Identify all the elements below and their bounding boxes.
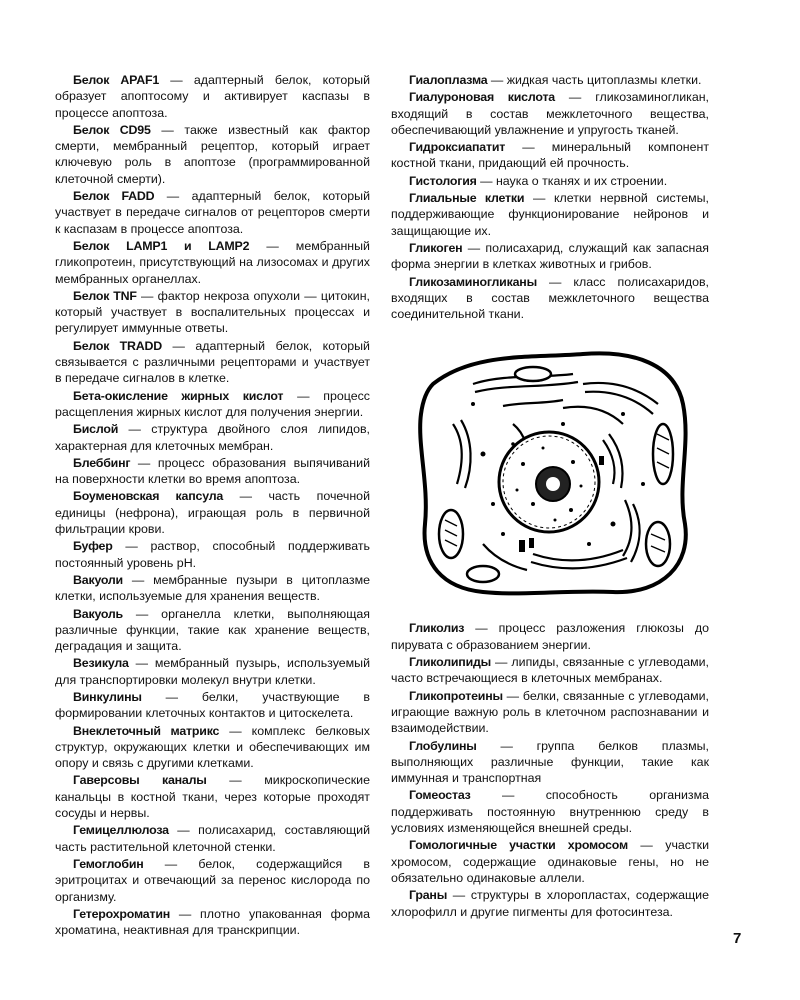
glossary-term: Гликоген [409,240,463,255]
glossary-term: Гемоглобин [73,856,144,871]
glossary-definition: — процесс разложения глюкозы до пирувата с образованием энергии. [391,621,709,652]
glossary-entry [55,72,370,121]
glossary-entry [55,188,370,237]
glossary-definition: — мембранный гликопротеин, присутствующий на лизосомах и других мембранных органеллах. [55,238,370,286]
glossary-entry [391,139,709,172]
glossary-definition: — адаптерный белок, который образует апоптосому и активирует каспазы в процессе апоптоза. [55,73,370,120]
glossary-term: Бета-окисление жирных кислот [73,388,284,403]
glossary-term: Гистология [409,173,477,188]
glossary-term: Боуменовская капсула [73,489,224,504]
glossary-entry [55,655,370,688]
cell-illustration [413,344,695,606]
glossary-term: Глобулины [409,738,477,753]
glossary-definition: — раствор, способный поддерживать постоянный уровень pH. [55,539,370,570]
glossary-term: Глиальные клетки [409,191,525,206]
glossary-definition: — структура двойного слоя липидов, характерная для клеточных мембран. [55,422,370,453]
glossary-definition: — липиды, связанные с углеводами, часто встречающиеся в клеточных мембранах. [391,655,709,686]
glossary-definition: — плотно упакованная форма хроматина, неактивная для транскрипции. [55,906,370,938]
glossary-entry [391,688,709,737]
glossary-term: Гликолиз [409,621,465,636]
glossary-entry [391,837,709,886]
left-column [55,72,370,939]
glossary-term: Гиалуроновая кислота [409,90,555,105]
glossary-term: Белок APAF1 [73,73,160,87]
glossary-definition: — белки, связанные с углеводами, играющие важную роль в клеточном распознавании и взаимодействии. [391,688,709,736]
glossary-definition: — участки хромосом, содержащие одинаковые гены, но не обязательно одинаковые аллели. [391,838,710,885]
glossary-entry [55,772,370,821]
glossary-definition: — микроскопические канальцы в костной ткани, через которые проходят сосуды и нервы. [55,773,370,821]
glossary-definition: — процесс образования выпячиваний на поверхности клетки во время апоптоза. [55,455,370,487]
glossary-definition: — полисахарид, составляющий часть растительной клеточной стенки. [55,823,370,854]
glossary-term: Гликолипиды [409,655,492,670]
glossary-entry [391,738,709,787]
glossary-entry [391,173,709,189]
glossary-entry [55,338,370,387]
glossary-term: Белок TNF [73,288,137,303]
glossary-entry [391,89,709,138]
glossary-entry [55,288,370,337]
glossary-entry [391,72,709,88]
glossary-term: Белок TRADD [73,338,162,353]
glossary-entry [55,122,370,187]
glossary-term: Гетерохроматин [73,906,171,921]
glossary-entry [55,538,370,571]
glossary-entry [391,190,709,239]
right-column-top [391,72,709,322]
glossary-definition: — жидкая часть цитоплазмы клетки. [487,73,702,87]
glossary-term: Гликозаминогликаны [409,274,537,289]
glossary-entry [391,240,709,273]
glossary-term: Граны [409,888,448,903]
glossary-term: Белок CD95 [73,122,151,137]
glossary-entry [55,421,370,454]
glossary-definition: — полисахарид, служащий как запасная форма энергии в клетках животных и грибов. [391,240,709,272]
glossary-entry [391,274,709,323]
glossary-definition: — адаптерный белок, который участвует в передаче сигналов от рецепторов смерти к каспазам в процессе апоптоза. [55,189,370,236]
glossary-term: Гемицеллюлоза [73,823,169,838]
page-number: 7 [733,930,742,947]
glossary-term: Буфер [73,539,113,554]
glossary-definition: — часть почечной единицы (нефрона), играющая роль в первичной фильтрации крови. [55,489,370,537]
glossary-definition: — клетки нервной системы, поддерживающие функционирование нейронов и защищающие их. [391,191,709,238]
glossary-entry [55,689,370,722]
glossary-definition: — белки, участвующие в формировании клеточных контактов и цитоскелета. [55,689,370,721]
glossary-term: Винкулины [73,689,142,704]
glossary-term: Вакуоли [73,572,123,587]
glossary-term: Гидроксиапатит [409,140,506,155]
glossary-term: Белок LAMP1 и LAMP2 [73,238,250,253]
glossary-definition: — класс полисахаридов, входящих в состав межклеточного вещества соединительной ткани. [391,274,709,322]
glossary-term: Вакуоль [73,606,123,621]
glossary-term: Белок FADD [73,189,155,204]
glossary-definition: — группа белков плазмы, выполняющих различные функции, такие как иммунная и транспортная [391,738,709,786]
glossary-term: Гомологичные участки хромосом [409,838,628,853]
glossary-entry [55,455,370,488]
glossary-entry [55,572,370,605]
glossary-term: Везикула [73,656,129,671]
glossary-definition: — гликозаминогликан, входящий в состав межклеточного вещества, обеспечивающий увлажнение и упругость тканей. [391,90,709,137]
glossary-term: Блеббинг [73,455,131,470]
glossary-entry [55,388,370,421]
glossary-entry [55,238,370,287]
glossary-term: Гомеостаз [409,788,471,803]
glossary-entry [391,654,709,687]
animal-cell-drawing [413,344,695,606]
glossary-definition: — минеральный компонент костной ткани, придающий ей прочность. [391,140,709,171]
glossary-definition: — фактор некроза опухоли — цитокин, который участвует в воспалительных процессах и регулирует иммунные ответы. [55,288,370,336]
glossary-entry [391,787,709,836]
glossary-term: Внеклеточный матрикс [73,723,220,738]
glossary-definition: — комплекс белковых структур, окружающих клетки и обеспечивающих им опору и связь с другими клетками. [55,723,370,771]
glossary-definition: — адаптерный белок, который связывается с различными рецепторами и участвует в передаче сигналов в клетке. [55,338,370,386]
glossary-definition: — мембранные пузыри в цитоплазме клетки, используемые для хранения веществ. [55,572,370,604]
glossary-definition: — наука о тканях и их строении. [476,173,668,188]
glossary-entry [55,723,370,772]
glossary-entry [55,906,370,939]
glossary-entry [55,856,370,905]
right-column-bottom [391,620,709,919]
glossary-definition: — процесс расщепления жирных кислот для получения энергии. [55,388,370,419]
glossary-term: Гликопротеины [409,688,503,703]
glossary-entry [391,620,709,653]
right-column [391,72,709,921]
glossary-definition: — мембранный пузырь, используемый для транспортировки молекул внутри клетки. [55,656,370,687]
glossary-term: Гаверсовы каналы [73,773,207,788]
glossary-term: Бислой [73,422,119,437]
glossary-definition: — органелла клетки, выполняющая различные функции, такие как хранение веществ, деградация и защита. [55,606,370,654]
glossary-entry [55,488,370,537]
glossary-entry [55,822,370,855]
glossary-definition: — также известный как фактор смерти, мембранный рецептор, который играет ключевую роль в апоптозе (программированной клеточной смерти). [55,122,370,186]
glossary-entry [391,887,709,920]
glossary-definition: — способность организма поддерживать постоянную внутреннюю среду в условиях изменяющейся внешней среды. [391,788,709,836]
glossary-term: Гиалоплазма [409,73,488,87]
glossary-definition: — белок, содержащийся в эритроцитах и отвечающий за перенос кислорода по организму. [55,856,370,904]
glossary-entry [55,606,370,655]
glossary-definition: — структуры в хлоропластах, содержащие хлорофилл и другие пигменты для фотосинтеза. [391,888,709,919]
